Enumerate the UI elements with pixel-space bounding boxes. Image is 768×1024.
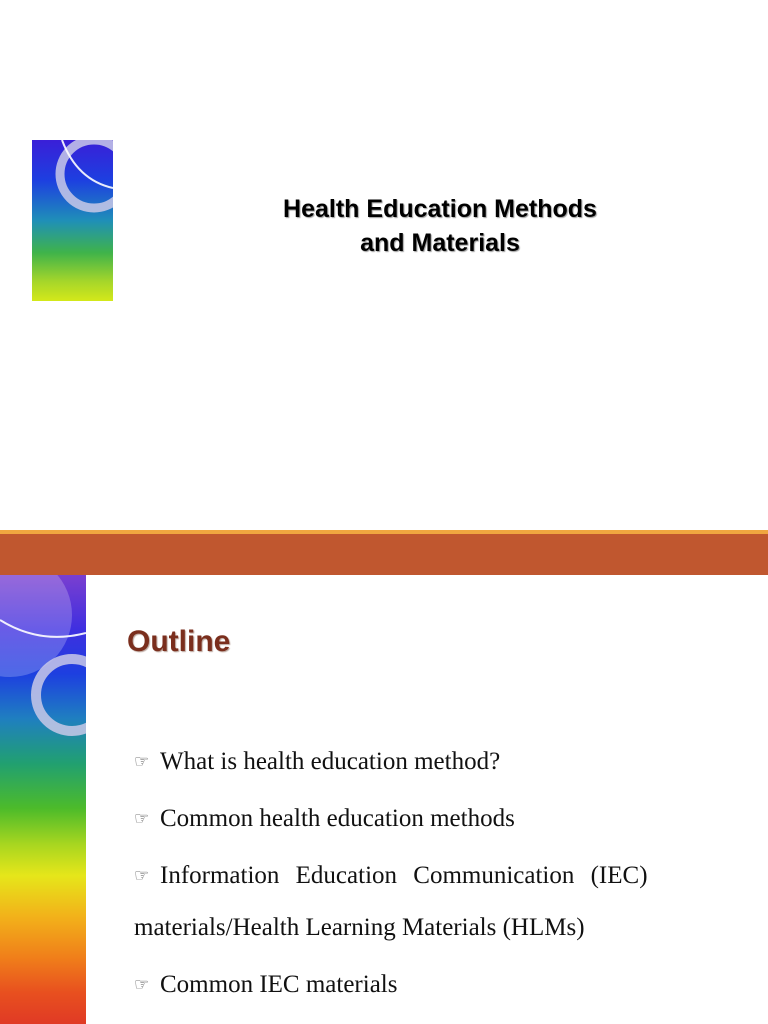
gradient-decoration	[32, 140, 113, 301]
title-line-1: Health Education Methods	[283, 195, 597, 223]
list-item	[134, 859, 749, 945]
list-item	[134, 745, 749, 779]
list-item-text: Information Education Communication (IEC)	[160, 862, 648, 889]
pointing-hand-icon: ☞	[134, 752, 150, 771]
pointing-hand-icon: ☞	[134, 866, 150, 885]
ring-graphic-icon	[0, 575, 86, 1024]
outline-heading: Outline	[127, 625, 231, 658]
outline-slide	[0, 575, 768, 1024]
title-line-2: and Materials	[360, 229, 520, 257]
list-item	[134, 968, 749, 1002]
list-item-text: Common health education methods	[160, 805, 515, 832]
slide-title	[190, 192, 690, 260]
slide-divider-band	[0, 530, 768, 575]
outline-list	[134, 745, 749, 1024]
pointing-hand-icon: ☞	[134, 975, 150, 994]
gradient-decoration	[0, 575, 86, 1024]
list-item-text: Common IEC materials	[160, 971, 398, 998]
list-item	[134, 802, 749, 836]
list-item-text: What is health education method?	[160, 748, 501, 775]
ring-graphic-icon	[32, 140, 113, 301]
pointing-hand-icon: ☞	[134, 809, 150, 828]
list-item-text-continued: materials/Health Learning Materials (HLMs)	[134, 914, 585, 941]
